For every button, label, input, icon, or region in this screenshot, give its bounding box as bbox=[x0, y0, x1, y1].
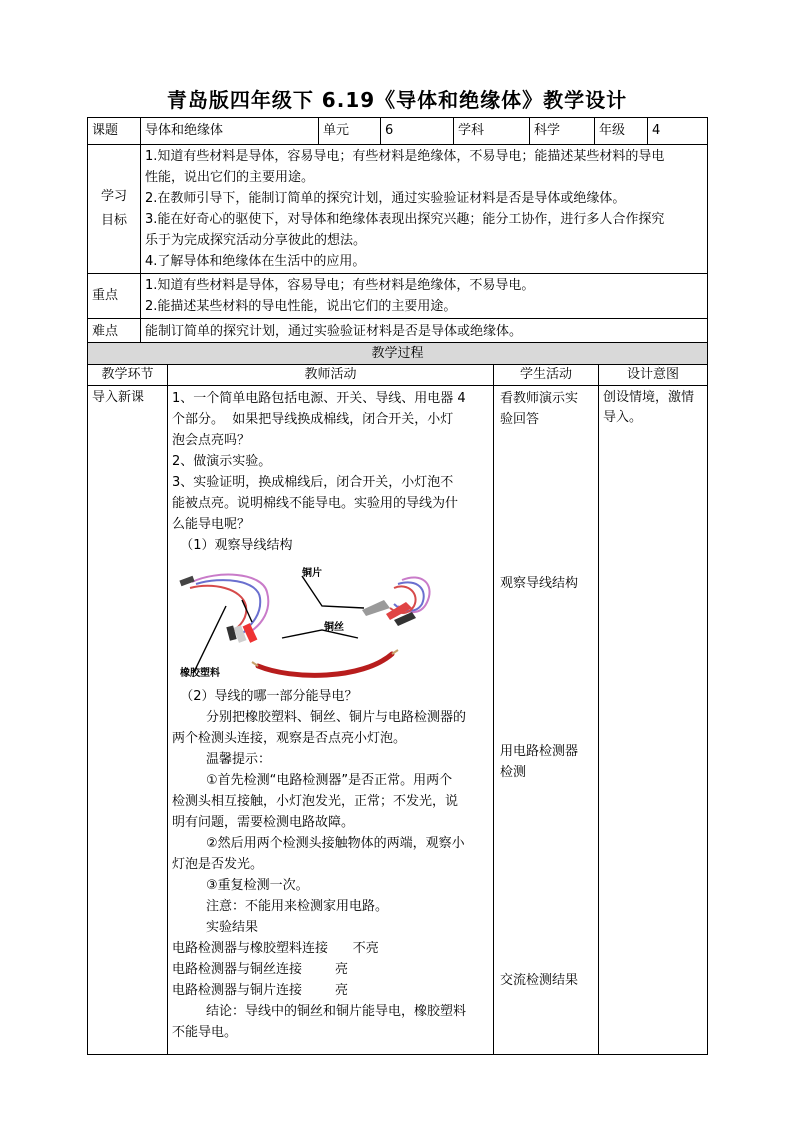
info-row bbox=[88, 118, 708, 145]
copper-wire-label: 铜丝 bbox=[324, 622, 344, 633]
col-teacher-header: 教师活动 bbox=[168, 365, 494, 386]
goal-line: 乐于为完成探究活动分享彼此的想法。 bbox=[145, 233, 367, 248]
stage-cell: 导入新课 bbox=[88, 386, 168, 1055]
teacher-line: 么能导电呢？ bbox=[172, 517, 251, 532]
discipline-label: 学科 bbox=[454, 118, 530, 145]
student-activity-2: 观察导线结构 bbox=[500, 576, 579, 591]
teacher-line: 实验结果 bbox=[206, 920, 259, 935]
teacher-line: ③重复检测一次。 bbox=[206, 878, 309, 893]
student-line: 用电路检测器 bbox=[500, 744, 579, 759]
teacher-line: 温馨提示： bbox=[206, 752, 272, 767]
goals-label-line: 学习 bbox=[100, 189, 127, 204]
keypoint-line: 1.知道有些材料是导体，容易导电；有些材料是绝缘体，不易导电。 bbox=[145, 278, 535, 293]
subject-label: 课题 bbox=[88, 118, 141, 145]
student-activity-3 bbox=[500, 741, 578, 783]
col-intent-header: 设计意图 bbox=[599, 365, 708, 386]
goal-line: 1.知道有些材料是导体，容易导电；有些材料是绝缘体，不易导电；能描述某些材料的导电 bbox=[145, 149, 665, 164]
process-content-row bbox=[88, 386, 708, 1055]
teacher-line: 分别把橡胶塑料、铜丝、铜片与电路检测器的 bbox=[206, 710, 467, 725]
teacher-line: （1）观察导线结构 bbox=[172, 538, 293, 553]
teacher-line: 明有问题，需要检测电路故障。 bbox=[172, 815, 355, 830]
info-table bbox=[87, 117, 708, 345]
teacher-line: 个部分。 如果把导线换成棉线，闭合开关，小灯 bbox=[172, 412, 454, 427]
teacher-activity-cell bbox=[168, 386, 494, 1055]
teacher-line: ②然后用两个检测头接触物体的两端，观察小 bbox=[206, 836, 465, 851]
keypoints-label: 重点 bbox=[88, 274, 141, 319]
page-title: 青岛版四年级下 6.19《导体和绝缘体》教学设计 bbox=[166, 88, 628, 112]
unit-value: 6 bbox=[381, 118, 454, 145]
student-line: 看教师演示实 bbox=[500, 391, 579, 406]
student-activity-4: 交流检测结果 bbox=[500, 973, 579, 988]
discipline-value: 科学 bbox=[530, 118, 595, 145]
teacher-line: 2、做演示实验。 bbox=[172, 454, 272, 469]
goal-line: 2.在教师引导下，能制订简单的探究计划，通过实验验证材料是否是导体或绝缘体。 bbox=[145, 191, 626, 206]
goals-content bbox=[141, 145, 708, 274]
goal-line: 4.了解导体和绝缘体在生活中的应用。 bbox=[145, 254, 366, 269]
teacher-line: 3、实验证明，换成棉线后，闭合开关，小灯泡不 bbox=[172, 475, 454, 490]
keypoint-line: 2.能描述某些材料的导电性能，说出它们的主要用途。 bbox=[145, 299, 457, 314]
teacher-line: ①首先检测“电路检测器”是否正常。用两个 bbox=[206, 773, 453, 788]
student-activity-cell bbox=[494, 386, 599, 1055]
subject-value: 导体和绝缘体 bbox=[141, 118, 319, 145]
grade-value: 4 bbox=[648, 118, 708, 145]
goals-label bbox=[88, 145, 141, 274]
teacher-line: 灯泡是否发光。 bbox=[172, 857, 264, 872]
teacher-line: 不能导电。 bbox=[172, 1025, 238, 1040]
difficulty-label: 难点 bbox=[88, 319, 141, 345]
design-intent-cell bbox=[599, 386, 708, 1055]
col-stage-header: 教学环节 bbox=[88, 365, 168, 386]
goal-line: 3.能在好奇心的驱使下，对导体和绝缘体表现出探究兴趣；能分工协作，进行多人合作探究 bbox=[145, 212, 665, 227]
teacher-line: 1、一个简单电路包括电源、开关、导线、用电器 4 bbox=[172, 391, 466, 406]
teacher-line: 泡会点亮吗？ bbox=[172, 433, 251, 448]
goals-label-line: 目标 bbox=[100, 213, 127, 228]
teacher-line: 电路检测器与铜片连接 亮 bbox=[172, 983, 349, 998]
rubber-plastic-label: 橡胶塑料 bbox=[180, 668, 220, 679]
student-line: 检测 bbox=[500, 765, 527, 780]
col-student-header: 学生活动 bbox=[494, 365, 599, 386]
teacher-line: 检测头相互接触，小灯泡发光，正常；不发光，说 bbox=[172, 794, 459, 809]
teacher-line: 电路检测器与橡胶塑料连接 不亮 bbox=[172, 941, 379, 956]
wire-structure-figure bbox=[172, 562, 462, 680]
process-header-row bbox=[88, 343, 708, 365]
copper-sheet-label: 铜片 bbox=[302, 568, 322, 579]
unit-label: 单元 bbox=[319, 118, 381, 145]
teacher-line: （2）导线的哪一部分能导电？ bbox=[172, 689, 358, 704]
goals-row bbox=[88, 145, 708, 274]
difficulty-content: 能制订简单的探究计划，通过实验验证材料是否是导体或绝缘体。 bbox=[141, 319, 708, 345]
process-table bbox=[87, 342, 708, 1055]
intent-line: 创设情境，激情 bbox=[603, 390, 695, 405]
student-line: 验回答 bbox=[500, 412, 540, 427]
keypoints-content bbox=[141, 274, 708, 319]
teacher-line: 电路检测器与铜丝连接 亮 bbox=[172, 962, 349, 977]
process-header: 教学过程 bbox=[88, 343, 708, 365]
student-activity-1 bbox=[500, 388, 578, 430]
process-columns-row bbox=[88, 365, 708, 386]
intent-line: 导入。 bbox=[603, 410, 643, 425]
grade-label: 年级 bbox=[595, 118, 648, 145]
difficulty-row bbox=[88, 319, 708, 345]
teacher-line: 能被点亮。说明棉线不能导电。实验用的导线为什 bbox=[172, 496, 459, 511]
teacher-line: 结论：导线中的铜丝和铜片能导电，橡胶塑料 bbox=[206, 1004, 467, 1019]
teacher-line: 注意：不能用来检测家用电路。 bbox=[206, 899, 389, 914]
teacher-line: 两个检测头连接，观察是否点亮小灯泡。 bbox=[172, 731, 407, 746]
goal-line: 性能，说出它们的主要用途。 bbox=[145, 170, 315, 185]
keypoints-row bbox=[88, 274, 708, 319]
